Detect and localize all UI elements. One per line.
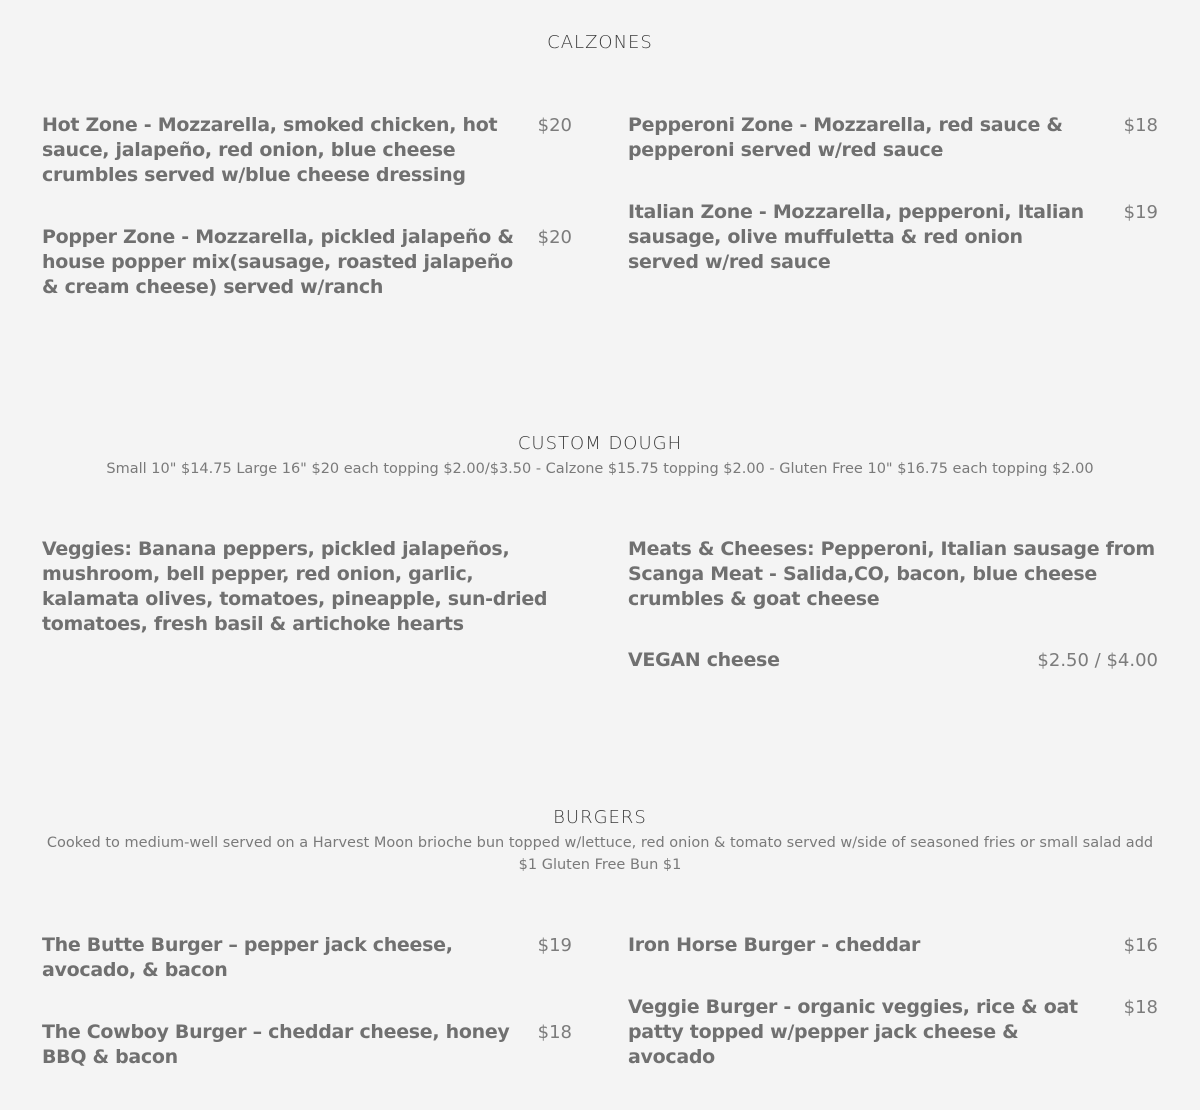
item-price: $18 (1123, 997, 1158, 1018)
menu-item-popper-zone (42, 225, 572, 300)
item-name: The Cowboy Burger – cheddar cheese, honey BBQ & bacon (42, 1021, 510, 1068)
menu-item-butte-burger (42, 933, 572, 983)
item-name: Pepperoni Zone - Mozzarella, red sauce & pepperoni served w/red sauce (628, 114, 1063, 161)
item-price: $2.50 / $4.00 (1037, 650, 1158, 671)
menu-item-vegan-cheese (628, 648, 1158, 673)
item-name: Iron Horse Burger - cheddar (628, 934, 921, 956)
menu-item-veggies (42, 537, 572, 637)
item-price: $19 (1123, 202, 1158, 223)
menu-item-meats-cheeses (628, 537, 1158, 612)
item-price: $18 (1123, 115, 1158, 136)
section-subtitle-burgers: Cooked to medium-well served on a Harvest Moon brioche bun topped w/lettuce, red onion & tomato served w/side of seasoned fries or small salad add $1 Gluten Free Bun $1 (46, 835, 1154, 873)
section-subtitle-custom-dough: Small 10" $14.75 Large 16" $20 each topping $2.00/$3.50 - Calzone $15.75 topping $2.00 - Gluten Free 10" $16.75 each topping $2.00 (106, 461, 1094, 477)
item-name: VEGAN cheese (628, 649, 780, 671)
menu-item-hot-zone (42, 113, 572, 188)
menu-item-cowboy-burger (42, 1020, 572, 1070)
item-name: Hot Zone - Mozzarella, smoked chicken, hot sauce, jalapeño, red onion, blue cheese crumbles served w/blue cheese dressing (42, 114, 498, 186)
item-price: $20 (537, 227, 572, 248)
section-title-custom-dough: CUSTOM DOUGH (517, 433, 683, 454)
item-name: Popper Zone - Mozzarella, pickled jalapeño & house popper mix(sausage, roasted jalapeño & cream cheese) served w/ranch (42, 226, 514, 298)
section-title-calzones: CALZONES (547, 32, 653, 53)
section-title-burgers: BURGERS (553, 807, 647, 828)
item-name: Meats & Cheeses: Pepperoni, Italian sausage from Scanga Meat - Salida,CO, bacon, blue cheese crumbles & goat cheese (628, 538, 1155, 610)
item-name: Italian Zone - Mozzarella, pepperoni, Italian sausage, olive muffuletta & red onion served w/red sauce (628, 201, 1084, 273)
menu-item-iron-horse-burger (628, 933, 1158, 958)
menu-item-pepperoni-zone (628, 113, 1158, 163)
item-price: $19 (537, 935, 572, 956)
item-name: Veggies: Banana peppers, pickled jalapeños, mushroom, bell pepper, red onion, garlic, kalamata olives, tomatoes, pineapple, sun-dried tomatoes, fresh basil & artichoke hearts (42, 538, 548, 635)
item-price: $18 (537, 1022, 572, 1043)
item-price: $20 (537, 115, 572, 136)
menu-item-veggie-burger (628, 995, 1158, 1070)
item-price: $16 (1123, 935, 1158, 956)
menu-item-italian-zone (628, 200, 1158, 275)
item-name: Veggie Burger - organic veggies, rice & oat patty topped w/pepper jack cheese & avocado (628, 996, 1078, 1068)
item-name: The Butte Burger – pepper jack cheese, avocado, & bacon (42, 934, 453, 981)
